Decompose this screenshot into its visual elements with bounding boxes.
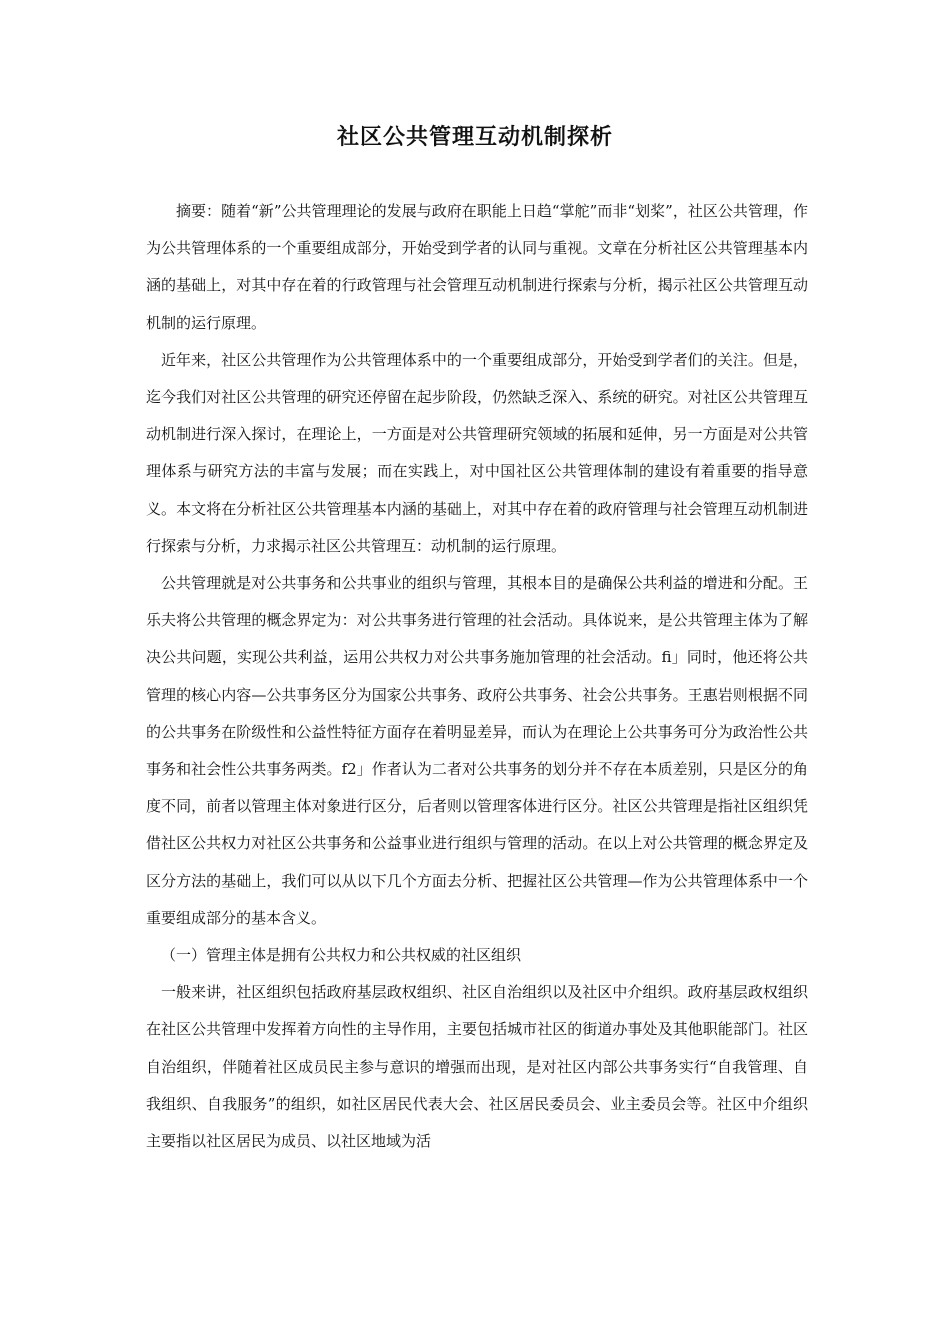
body-paragraph-definition: 公共管理就是对公共事务和公共事业的组织与管理，其根本目的是确保公共利益的增进和分配。王乐夫将公共管理的概念界定为：对公共事务进行管理的社会活动。具体说来，是公共管理主体为了解决公共问题，实现公共利益，运用公共权力对公共事务施加管理的社会活动。fi」同时，他还将公共管理的核心内容—公共事务区分为国家公共事务、政府公共事务、社会公共事务。王惠岩则根据不同的公共事务在阶级性和公益性特征方面存在着明显差异，而认为在理论上公共事务可分为政治性公共事务和社会性公共事务两类。f2」作者认为二者对公共事务的划分并不存在本质差别，只是区分的角度不同，前者以管理主体对象进行区分，后者则以管理客体进行区分。社区公共管理是指社区组织凭借社区公共权力对社区公共事务和公益事业进行组织与管理的活动。在以上对公共管理的概念界定及区分方法的基础上，我们可以从以下几个方面去分析、把握社区公共管理—作为公共管理体系中一个重要组成部分的基本含义。 <box>146 574 808 927</box>
body-paragraph-organizations: 一般来讲，社区组织包括政府基层政权组织、社区自治组织以及社区中介组织。政府基层政权组织在社区公共管理中发挥着方向性的主导作用，主要包括城市社区的街道办事处及其他职能部门。社区自治组织，伴随着社区成员民主参与意识的增强而出现，是对社区内部公共事务实行“自我管理、自我组织、自我服务”的组织，如社区居民代表大会、社区居民委员会、业主委员会等。社区中介组织主要指以社区居民为成员、以社区地域为活 <box>146 983 808 1151</box>
document-body <box>146 193 808 1160</box>
section-heading: （一）管理主体是拥有公共权力和公共权威的社区组织 <box>161 946 522 965</box>
body-paragraph-intro: 近年来，社区公共管理作为公共管理体系中的一个重要组成部分，开始受到学者们的关注。但是，迄今我们对社区公共管理的研究还停留在起步阶段，仍然缺乏深入、系统的研究。对社区公共管理互动机制进行深入探讨，在理论上，一方面是对公共管理研究领域的拓展和延伸，另一方面是对公共管理体系与研究方法的丰富与发展；而在实践上，对中国社区公共管理体制的建设有着重要的指导意义。本文将在分析社区公共管理基本内涵的基础上，对其中存在着的政府管理与社会管理互动机制进行探索与分析，力求揭示社区公共管理互：动机制的运行原理。 <box>146 350 808 555</box>
abstract-paragraph: 摘要：随着“新”公共管理理论的发展与政府在职能上日趋“掌舵”而非“划桨”，社区公共管理，作为公共管理体系的一个重要组成部分，开始受到学者的认同与重视。文章在分析社区公共管理基本内涵的基础上，对其中存在着的行政管理与社会管理互动机制进行探索与分析，揭示社区公共管理互动机制的运行原理。 <box>146 202 808 332</box>
document-title: 社区公共管理互动机制探析 <box>336 125 613 150</box>
